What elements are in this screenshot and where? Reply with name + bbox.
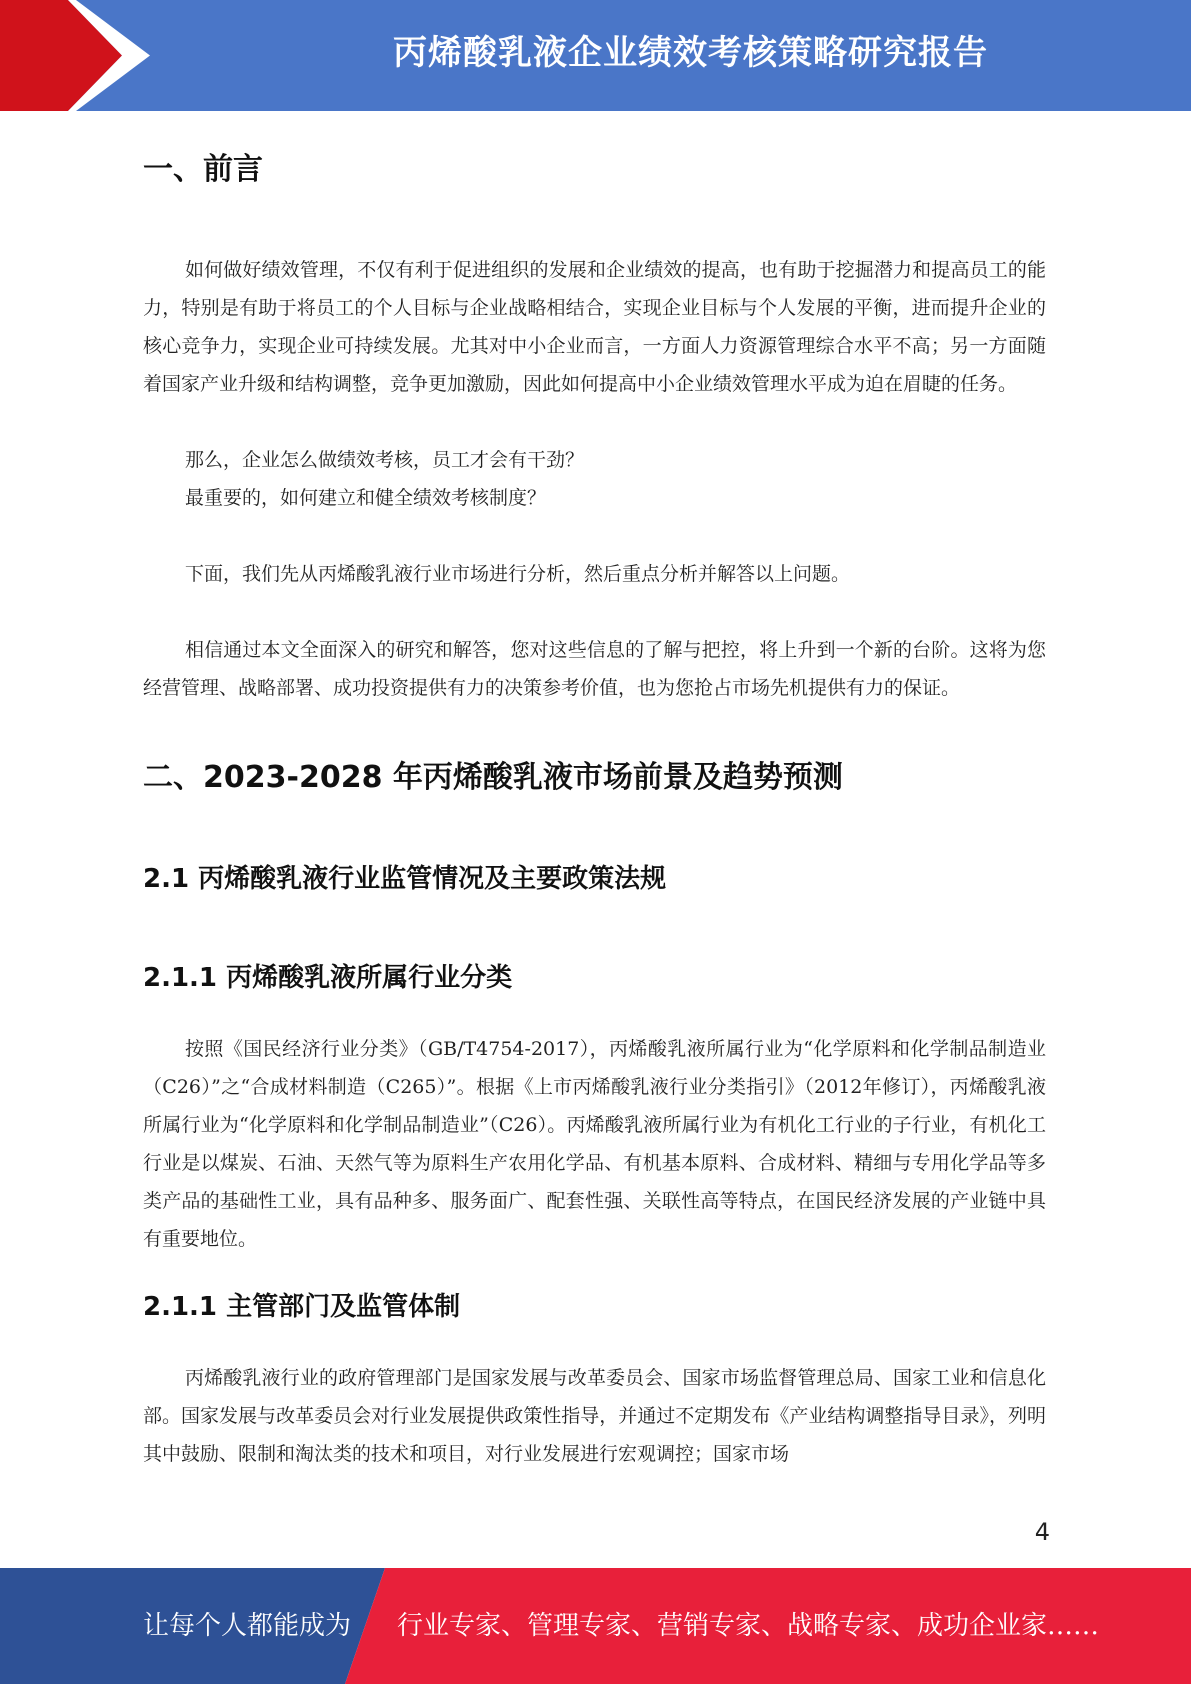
page-number: 4: [1034, 1518, 1050, 1546]
section-1-heading: 一、前言: [143, 152, 263, 187]
closing-paragraph: 相信通过本文全面深入的研究和解答，您对这些信息的了解与把控，将上升到一个新的台阶。这将为您经营管理、战略部署、成功投资提供有力的决策参考价值，也为您抢占市场先机提供有力的保证。: [143, 639, 1046, 699]
subsection-regulators-heading: 2.1.1 主管部门及监管体制: [143, 1292, 461, 1322]
question-2: 最重要的，如何建立和健全绩效考核制度？: [185, 487, 547, 509]
header-banner: [0, 0, 1191, 111]
industry-classification-paragraph: 按照《国民经济行业分类》（GB/T4754-2017），丙烯酸乳液所属行业为“化学原料和化学制品制造业（C26）”之“合成材料制造（C265）”。根据《上市丙烯酸乳液行业分类指引》（2012年修订），丙烯酸乳液所属行业为“化学原料和化学制品制造业”（C26）。丙烯酸乳液所属行业为有机化工行业的子行业，有机化工行业是以煤炭、石油、天然气等为原料生产农用化学品、有机基本原料、合成材料、精细与专用化学品等多类产品的基础性工业，具有品种多、服务面广、配套性强、关联性高等特点，在国民经济发展的产业链中具有重要地位。: [143, 1038, 1046, 1250]
footer-banner: [0, 1568, 1191, 1684]
footer-slogan-left: 让每个人都能成为: [143, 1611, 352, 1641]
analysis-intro-paragraph: 下面，我们先从丙烯酸乳液行业市场进行分析，然后重点分析并解答以上问题。: [185, 563, 851, 585]
section-2-heading: 二、2023-2028 年丙烯酸乳液市场前景及趋势预测: [143, 760, 843, 795]
document-body: [143, 111, 1046, 1473]
subsection-2-1-heading: 2.1 丙烯酸乳液行业监管情况及主要政策法规: [143, 864, 667, 894]
intro-paragraph: 如何做好绩效管理，不仅有利于促进组织的发展和企业绩效的提高，也有助于挖掘潜力和提高员工的能力，特别是有助于将员工的个人目标与企业战略相结合，实现企业目标与个人发展的平衡，进而提升企业的核心竞争力，实现企业可持续发展。尤其对中小企业而言，一方面人力资源管理综合水平不高；另一方面随着国家产业升级和结构调整，竞争更加激励，因此如何提高中小企业绩效管理水平成为迫在眉睫的任务。: [143, 259, 1046, 395]
subsection-2-1-1-heading: 2.1.1 丙烯酸乳液所属行业分类: [143, 963, 513, 993]
question-1: 那么，企业怎么做绩效考核，员工才会有干劲？: [185, 449, 585, 471]
header-arrow-decoration: [0, 0, 160, 111]
footer-slogan-right: 行业专家、管理专家、营销专家、战略专家、成功企业家……: [397, 1611, 1100, 1641]
report-title: 丙烯酸乳液企业绩效考核策略研究报告: [393, 33, 988, 73]
regulators-paragraph: 丙烯酸乳液行业的政府管理部门是国家发展与改革委员会、国家市场监督管理总局、国家工业和信息化部。国家发展与改革委员会对行业发展提供政策性指导，并通过不定期发布《产业结构调整指导目录》，列明其中鼓励、限制和淘汰类的技术和项目，对行业发展进行宏观调控；国家市场: [143, 1367, 1046, 1465]
